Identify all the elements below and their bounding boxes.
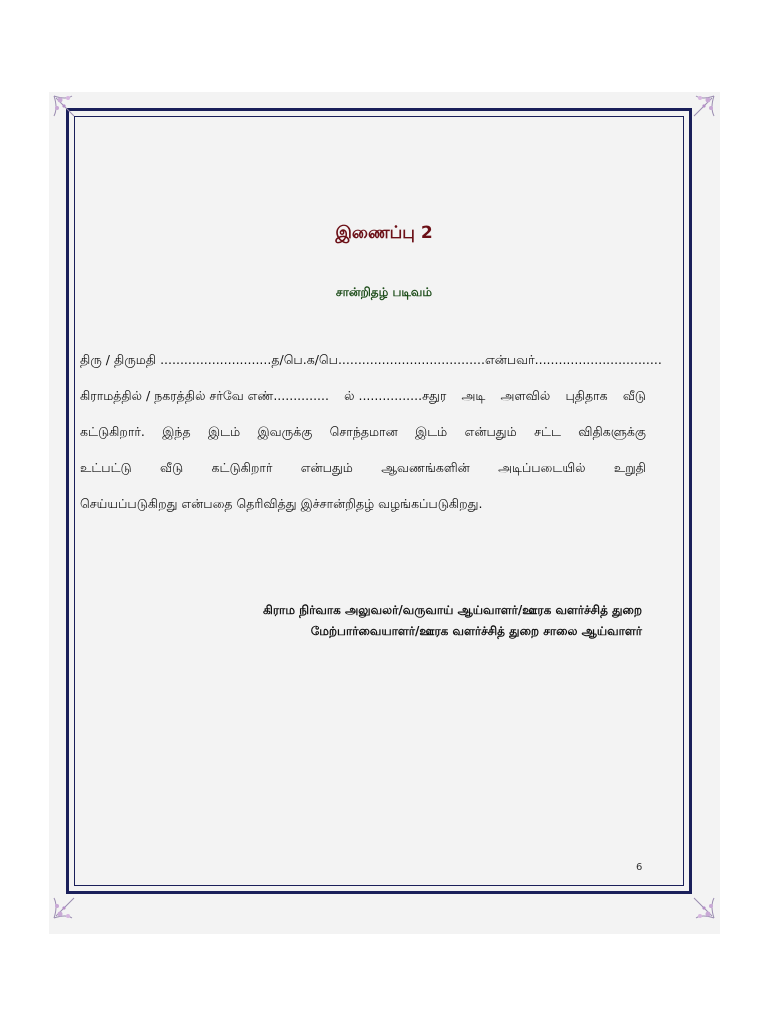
annex-title: இணைப்பு 2 (335, 223, 433, 243)
body-word: அடிப்படையில் (498, 460, 586, 475)
body-word: .................................... (341, 352, 485, 367)
body-word: என்பதும் (300, 460, 353, 475)
body-word: கட்டுகிறார் (211, 460, 273, 475)
body-word: உட்பட்டு (80, 460, 132, 475)
body-word: என்பதும் (464, 424, 517, 439)
body-line (80, 414, 646, 450)
form-subtitle: சான்றிதழ் படிவம் (335, 285, 433, 299)
body-word: செய்யப்படுகிறது என்பதை தெரிவித்து இச்சான்றிதழ் வழங்கப்படுகிறது. (80, 496, 483, 511)
signatory-block (263, 600, 642, 642)
floral-corner-icon (52, 880, 92, 920)
body-word: இடம் (207, 424, 241, 439)
body-line (80, 486, 646, 522)
body-word: புதிதாக (565, 388, 608, 403)
body-word: ................................ (534, 352, 662, 367)
body-word: கட்டுகிறார். (80, 424, 145, 439)
body-word: கிராமத்தில் / நகரத்தில் சர்வே எண்.............. (80, 388, 329, 403)
body-word: அடி (461, 388, 486, 403)
body-line (80, 450, 646, 486)
body-word: வீடு (160, 460, 184, 475)
body-word: த/பெ.க/பெ. (271, 352, 342, 367)
signatory-line: மேற்பார்வையாளர்/ஊரக வளர்ச்சித் துறை சாலை ஆய்வாளர் (310, 624, 642, 638)
body-word: என்பவர் (484, 352, 535, 367)
body-word: உறுதி (613, 460, 646, 475)
certificate-body (80, 342, 662, 522)
body-word: இடம் (415, 424, 448, 439)
body-word: ல் ................சதுர (344, 388, 447, 403)
body-line (80, 342, 662, 378)
body-word: இந்த (162, 424, 191, 439)
signatory-line: கிராம நிர்வாக அலுவலர்/வருவாய் ஆய்வாளர்/ஊரக வளர்ச்சித் துறை (263, 603, 642, 617)
body-word: சட்ட (534, 424, 561, 439)
floral-corner-icon (676, 94, 716, 134)
body-word: அளவில் (500, 388, 551, 403)
body-word: வீடு (622, 388, 646, 403)
floral-corner-icon (52, 94, 92, 134)
body-word: திரு / திருமதி ............................ (80, 352, 272, 367)
body-word: இவருக்கு (257, 424, 313, 439)
body-word: விதிகளுக்கு (578, 424, 646, 439)
body-word: ஆவணங்களின் (381, 460, 470, 475)
body-line (80, 378, 646, 414)
body-word: சொந்தமான (329, 424, 398, 439)
floral-corner-icon (676, 880, 716, 920)
page-number: 6 (636, 862, 643, 873)
